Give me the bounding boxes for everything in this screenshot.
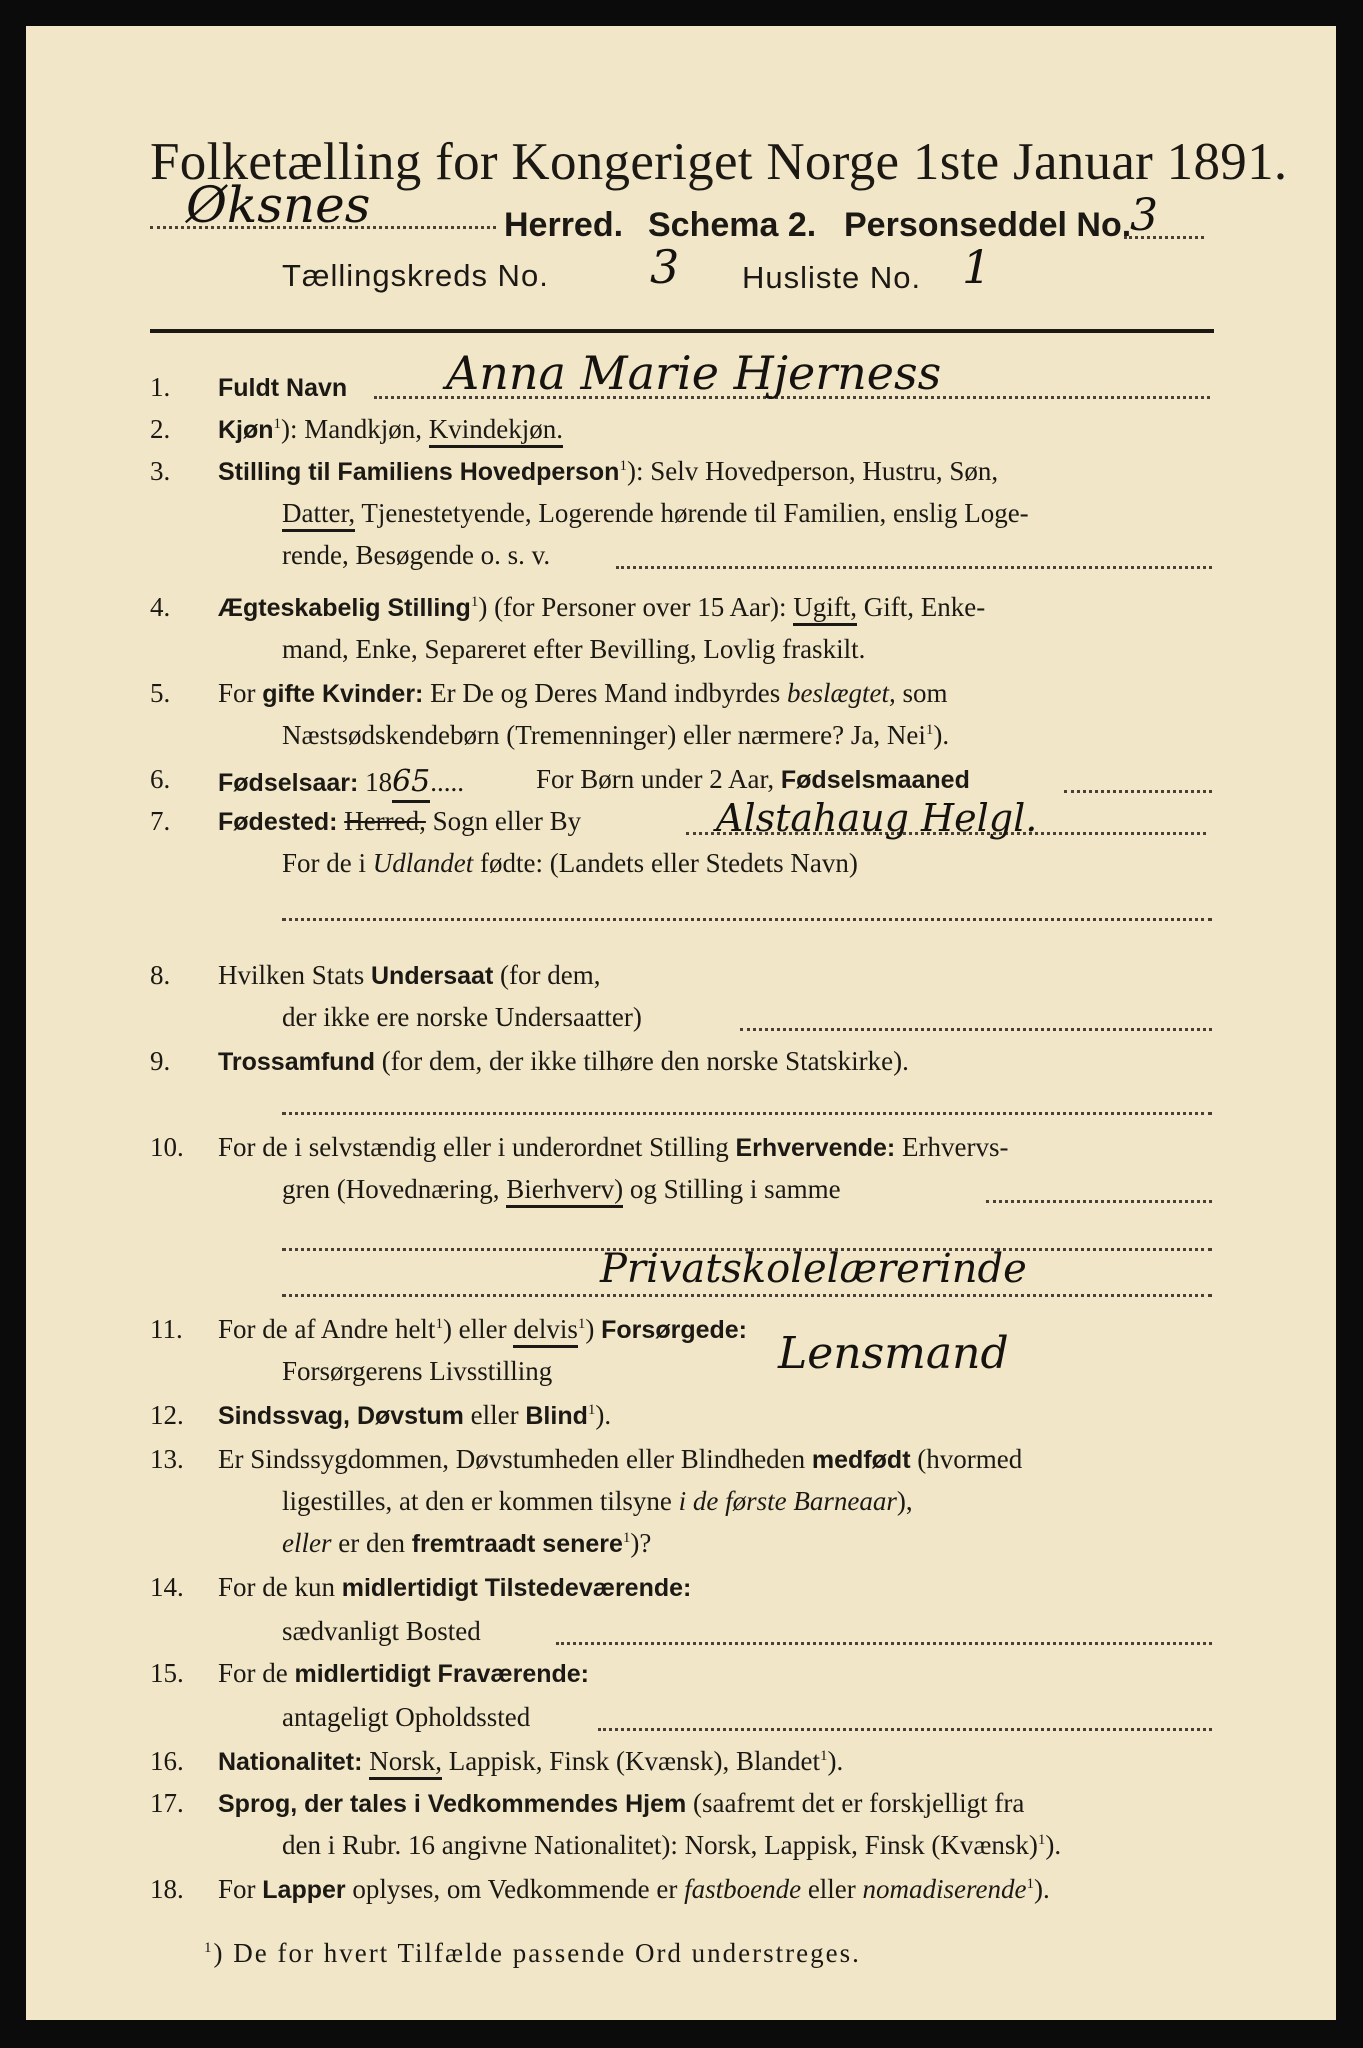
q4-line2: mand, Enke, Separeret efter Bevilling, Lovlig fraskilt. xyxy=(282,634,866,664)
q17-line1: Sprog, der tales i Vedkommendes Hjem (saafremt det er forskjelligt fra xyxy=(218,1788,1025,1818)
q10-dotted-line xyxy=(986,1200,1212,1203)
q1-number: 1. xyxy=(150,372,171,402)
q14-number: 14. xyxy=(150,1572,184,1602)
q7-line1: Fødested: Herred, Sogn eller By xyxy=(218,806,582,836)
q6-label: Fødselsaar: 1865..... xyxy=(218,764,464,799)
q8-line1: Hvilken Stats Undersaat (for dem, xyxy=(218,960,601,990)
form-title: Folketælling for Kongeriget Norge 1ste Januar 1891. xyxy=(150,133,1288,191)
q7-dotted-line-2 xyxy=(282,918,1212,921)
personseddel-label: Personseddel No. xyxy=(844,206,1132,244)
q7-handwritten-place: Alstahaug Helgl. xyxy=(716,796,1038,840)
herred-label: Herred. xyxy=(504,206,624,244)
q15-number: 15. xyxy=(150,1658,184,1688)
personseddel-number: 3 xyxy=(1130,190,1158,241)
q4-line1: Ægteskabelig Stilling$^1$) (for Personer over 15 Aar): Ugift, Gift, Enke- xyxy=(218,592,985,623)
q10-line1: For de i selvstændig eller i underordnet Stilling Erhvervende: Erhvervs- xyxy=(218,1132,1009,1162)
q8-dotted-line xyxy=(740,1028,1212,1031)
q18-text: For Lapper oplyses, om Vedkommende er fastboende eller nomadiserende$^1$). xyxy=(218,1874,1050,1904)
q8-line2: der ikke ere norske Undersaatter) xyxy=(282,1002,642,1032)
q10-line2: gren (Hovednæring, Bierhverv) og Stilling i samme xyxy=(282,1174,841,1205)
q4-underlined-answer: Ugift, xyxy=(793,592,857,626)
q9-number: 9. xyxy=(150,1046,171,1076)
q2-underlined-answer: Kvindekjøn. xyxy=(429,414,563,448)
q11-line2: Forsørgerens Livsstilling xyxy=(282,1356,553,1386)
q10-handwritten-occupation: Privatskolelærerinde xyxy=(600,1246,1027,1292)
q16-text: Nationalitet: Norsk, Lappisk, Finsk (Kvænsk), Blandet$^1$). xyxy=(218,1746,843,1777)
q11-line1: For de af Andre helt$^1$) eller delvis$^1$) Forsørgede: xyxy=(218,1314,747,1345)
census-form xyxy=(26,26,1336,2020)
husliste-number: 1 xyxy=(962,240,992,294)
taellingskreds-number: 3 xyxy=(650,240,680,294)
q3-underlined-answer: Datter, xyxy=(282,498,355,532)
q10-dotted-line-3 xyxy=(282,1294,1212,1297)
herred-handwritten: Øksnes xyxy=(186,176,371,234)
q17-line2: den i Rubr. 16 angivne Nationalitet): Norsk, Lappisk, Finsk (Kvænsk)$^1$). xyxy=(282,1830,1062,1860)
q8-number: 8. xyxy=(150,960,171,990)
schema-label: Schema 2. xyxy=(648,206,817,244)
q5-line2: Næstsødskendebørn (Tremenninger) eller nærmere? Ja, Nei$^1$). xyxy=(282,720,950,750)
q6-dotted-line xyxy=(1064,790,1212,793)
q3-number: 3. xyxy=(150,456,171,486)
q17-number: 17. xyxy=(150,1788,184,1818)
q6-mid: For Børn under 2 Aar, Fødselsmaaned xyxy=(536,764,970,794)
q7-struck-word: Herred, xyxy=(344,806,426,836)
q16-underlined-answer: Norsk, xyxy=(369,1746,442,1780)
q13-line2: ligestilles, at den er kommen tilsyne i de første Barneaar), xyxy=(282,1486,913,1516)
q14-line2: sædvanligt Bosted xyxy=(282,1616,481,1646)
q1-label: Fuldt Navn xyxy=(218,374,348,402)
q15-dotted-line xyxy=(598,1728,1212,1731)
q2-text: Kjøn$^1$): Mandkjøn, Kvindekjøn. xyxy=(218,414,563,445)
q1-handwritten-name: Anna Marie Hjerness xyxy=(446,346,942,400)
personseddel-dotted-line xyxy=(1124,236,1204,239)
husliste-label: Husliste No. xyxy=(742,260,922,295)
q5-line1: For gifte Kvinder: Er De og Deres Mand indbyrdes beslægtet, som xyxy=(218,678,948,708)
q4-number: 4. xyxy=(150,592,171,622)
header-rule xyxy=(150,329,1214,333)
q7-number: 7. xyxy=(150,806,171,836)
q11-handwritten-answer: Lensmand xyxy=(778,1328,1009,1379)
q3-line3: rende, Besøgende o. s. v. xyxy=(282,540,551,570)
q13-line3: eller er den fremtraadt senere$^1$)? xyxy=(282,1528,652,1558)
q3-line2: Datter, Tjenestetyende, Logerende hørende til Familien, enslig Loge- xyxy=(282,498,1029,529)
q13-number: 13. xyxy=(150,1444,184,1474)
q18-number: 18. xyxy=(150,1874,184,1904)
q2-number: 2. xyxy=(150,414,171,444)
q5-number: 5. xyxy=(150,678,171,708)
q14-dotted-line xyxy=(556,1642,1212,1645)
q9-dotted-line xyxy=(282,1112,1212,1115)
q14-line1: For de kun midlertidigt Tilstedeværende: xyxy=(218,1572,692,1602)
q10-number: 10. xyxy=(150,1132,184,1162)
q12-number: 12. xyxy=(150,1400,184,1430)
q10-underlined-answer: Bierhverv) xyxy=(506,1174,623,1208)
q15-line1: For de midlertidigt Fraværende: xyxy=(218,1658,589,1688)
q6-number: 6. xyxy=(150,764,171,794)
q11-underlined-answer: delvis xyxy=(513,1314,578,1348)
footnote: $^1$) De for hvert Tilfælde passende Ord understreges. xyxy=(204,1938,861,1968)
q6-handwritten-year: 65 xyxy=(392,764,430,803)
q7-line2: For de i Udlandet fødte: (Landets eller Stedets Navn) xyxy=(282,848,858,878)
q16-number: 16. xyxy=(150,1746,184,1776)
taellingskreds-label: Tællingskreds No. xyxy=(282,258,549,293)
q3-dotted-line xyxy=(616,566,1212,569)
q12-text: Sindssvag, Døvstum eller Blind$^1$). xyxy=(218,1400,612,1430)
q15-line2: antageligt Opholdssted xyxy=(282,1702,531,1732)
q13-line1: Er Sindssygdommen, Døvstumheden eller Blindheden medfødt (hvormed xyxy=(218,1444,1023,1474)
q3-line1: Stilling til Familiens Hovedperson$^1$): Selv Hovedperson, Hustru, Søn, xyxy=(218,456,999,486)
q9-text: Trossamfund (for dem, der ikke tilhøre den norske Statskirke). xyxy=(218,1046,909,1076)
q11-number: 11. xyxy=(150,1314,183,1344)
